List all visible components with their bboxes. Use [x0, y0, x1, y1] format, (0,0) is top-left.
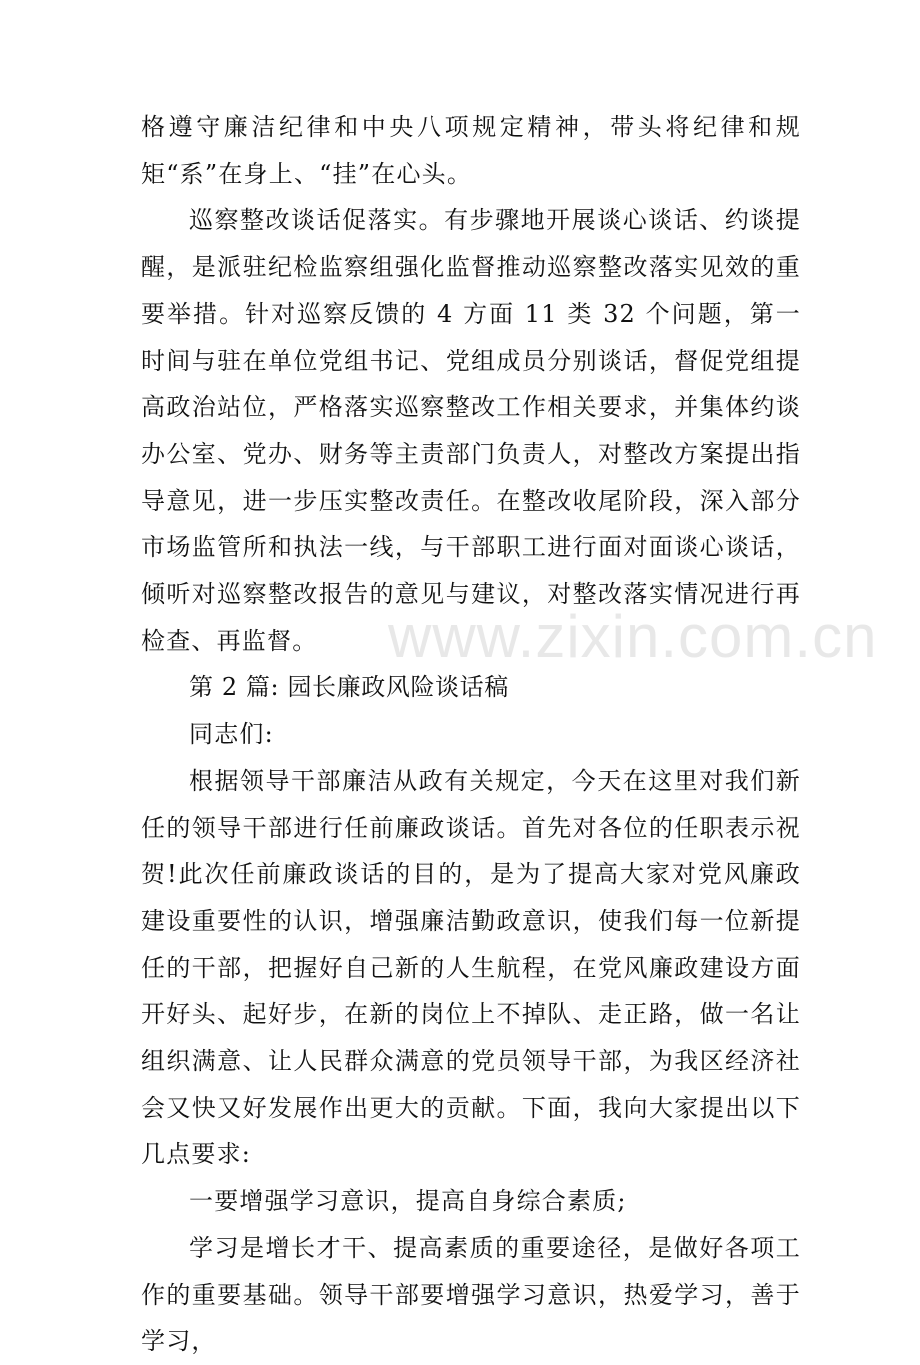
document-body	[141, 104, 801, 1365]
watermark-text: www.zixin.com.cn	[388, 603, 878, 670]
paragraph-inspection-rectification: 巡察整改谈话促落实。有步骤地开展谈心谈话、约谈提醒，是派驻纪检监察组强化监督推动巡察整改落实见效的重要举措。针对巡察反馈的 4 方面 11 类 32 个问题，第一时间与驻在单位党组书记、党组成员分别谈话，督促党组提高政治站位，严格落实巡察整改工作相关要求，并集体约谈办公室、党办、财务等主责部门负责人，对整改方案提出指导意见，进一步压实整改责任。在整改收尾阶段，深入部分市场监管所和执法一线，与干部职工进行面对面谈心谈话，倾听对巡察整改报告的意见与建议，对整改落实情况进行再检查、再监督。	[141, 206, 801, 655]
section-heading: 第 2 篇: 园长廉政风险谈话稿	[189, 673, 509, 702]
paragraph-intro: 根据领导干部廉洁从政有关规定，今天在这里对我们新任的领导干部进行任前廉政谈话。首先对各位的任职表示祝贺!此次任前廉政谈话的目的，是为了提高大家对党风廉政建设重要性的认识，增强廉洁勤政意识，使我们每一位新提任的干部，把握好自己新的人生航程，在党风廉政建设方面开好头、起好步，在新的岗位上不掉队、走正路，做一名让组织满意、让人民群众满意的党员领导干部，为我区经济社会又快又好发展作出更大的贡献。下面，我向大家提出以下几点要求:	[141, 766, 801, 1169]
paragraph-learning: 学习是增长才干、提高素质的重要途径，是做好各项工作的重要基础。领导干部要增强学习意识，热爱学习，善于学习，	[141, 1233, 801, 1356]
salutation: 同志们:	[189, 720, 274, 749]
paragraph-continuation: 格遵守廉洁纪律和中央八项规定精神，带头将纪律和规矩“系”在身上、“挂”在心头。	[141, 113, 801, 188]
requirement-item: 一要增强学习意识，提高自身综合素质;	[189, 1187, 627, 1216]
